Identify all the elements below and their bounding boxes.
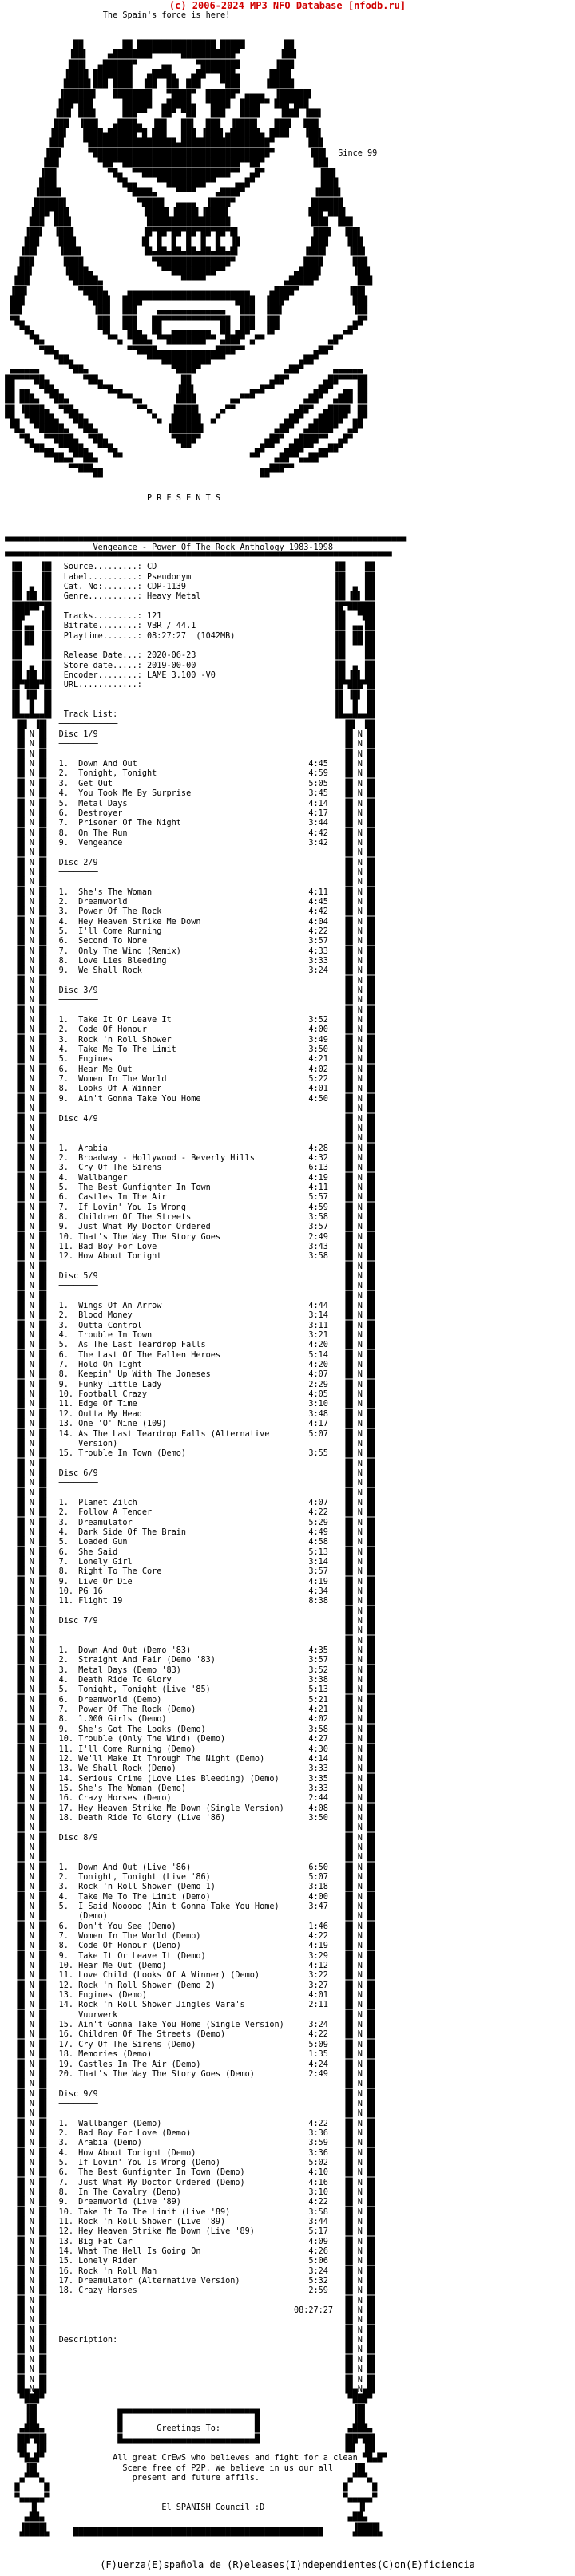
nfo-line: ██▀▀▀▀██▄ ▀██▄ ██ ▄██▀ ▄██▀▀▀▀██ bbox=[0, 375, 368, 385]
nfo-line: ██ ██ ████████████████ █████ ██ bbox=[0, 41, 295, 50]
nfo-line: P R E S E N T S bbox=[0, 493, 221, 503]
nfo-line: ▐█ N █▌ 2. Broadway - Hollywood - Beverly Hills 4:32 ▐█ N █▌ bbox=[0, 1153, 378, 1163]
nfo-line: ▐█▌ ▄▄▄▄▄▄▄▄▄▄▄▄▄▄▄▄▄▄▄▄▄▄▄▄▄▄▄▄▄ ▐█▌ bbox=[0, 2404, 368, 2414]
nfo-line: ▐█ N █▌ 3. Cry Of The Sirens 6:13 ▐█ N █▌ bbox=[0, 1164, 378, 1173]
nfo-line: ▐█ N █▌ 2. Tonight, Tonight 4:59 ▐█ N █▌ bbox=[0, 769, 378, 779]
nfo-line: ▐█ N █▌ ▐█ N █▌ bbox=[0, 1006, 378, 1015]
nfo-line: ▀██▄ ▀▀▀██████████▀▀▀ ▄██▀ bbox=[0, 356, 319, 365]
nfo-line: ███▌ ▀█▄▄ ▀▀████████▀▀ ▄▄█▀ ▐███ bbox=[0, 178, 339, 188]
nfo-line: ▐█ N █▌ 4. Death Ride To Glory 3:38 ▐█ N █▌ bbox=[0, 1676, 378, 1685]
nfo-line: ▐█ N █▌ 1. Arabia 4:28 ▐█ N █▌ bbox=[0, 1144, 378, 1153]
nfo-line: ▐█ N █▌ 13. Engines (Demo) 4:01 ▐█ N █▌ bbox=[0, 1991, 378, 2001]
nfo-line: ▐█ N █▌ 7. Hold On Tight 4:20 ▐█ N █▌ bbox=[0, 1361, 378, 1370]
nfo-line: ▐██▌ ▀█▄ ▀▀██████████████████▀▀ ▄█▀ ▐██▌ bbox=[0, 168, 339, 178]
nfo-line: ▐█ N █▌ 14. As The Last Teardrop Falls (Alternative 5:07 ▐█ N █▌ bbox=[0, 1429, 378, 1439]
nfo-line: ▐█▌ ▄ ▐█▌ Store date.....: 2019-00-00 ▐█▌ ▄ ▐█▌ bbox=[0, 661, 378, 670]
nfo-line: ▐█ N █▌ ──────── ▐█ N █▌ bbox=[0, 1479, 378, 1488]
nfo-line: ▐█▌▐█▌▐█▌ Encoder........: LAME 3.100 -V0 ▐█▌▐█▌▐█▌ bbox=[0, 671, 378, 681]
nfo-line: ██ ▐████▄ ▀██▄ ▀▀▄ ▐████▌ ▄▀▀ ▄██▀ ▄████▌ ██ bbox=[0, 405, 368, 414]
nfo-line: ▐█ N █▌ 18. Death Ride To Glory (Live '86) 3:50 ▐█ N █▌ bbox=[0, 1813, 378, 1823]
nfo-line: ▐██▌ ▀████▄ ▄▄▄▄▄▄▄▄▄▄▄▄▄▄▄▄▄▄▄▄▄▄▄▄▄ ▄████▀ ▐██▌ bbox=[0, 286, 368, 296]
nfo-line: ▐█ N █▌ 10. PG 16 4:34 ▐█ N █▌ bbox=[0, 1587, 378, 1596]
nfo-line: ▐█ N █▌ 12. Hey Heaven Strike Me Down (Live '89) 5:17 ▐█ N █▌ bbox=[0, 2227, 378, 2237]
nfo-line: ▐█ N █▌ 6. Second To None 3:57 ▐█ N █▌ bbox=[0, 937, 378, 946]
nfo-line: ▐█ N █▌ Disc 2/9 ▐█ N █▌ bbox=[0, 858, 378, 867]
nfo-line: ▐█ N █▌ Disc 3/9 ▐█ N █▌ bbox=[0, 986, 378, 996]
nfo-line: ▐█ N █▌ 9. Just What My Doctor Ordered 3:57 ▐█ N █▌ bbox=[0, 1223, 378, 1232]
nfo-line: Vengeance - Power Of The Rock Anthology 1983-1998 bbox=[0, 543, 334, 552]
nfo-line: ▐█ N █▌ 10. Hear Me Out (Demo) 4:12 ▐█ N █▌ bbox=[0, 1962, 378, 1971]
nfo-line: ▐█ N █▌ 10. Trouble (Only The Wind) (Demo) 4:27 ▐█ N █▌ bbox=[0, 1735, 378, 1744]
nfo-line: ▐████▌ ▄▄▄▄▄▄▄▄▄▄▄▄▄▄▄▄▄▄▄▄▄▄▄▄▄▄▄▄▄▄▄▄▄▄▄▄▄▄▄▄▄▄▄▄▄▄▄▄▄▄▄ ▐████▌ bbox=[0, 2523, 383, 2532]
nfo-line: ▐█ N █▌ 8. Looks Of A Winner 4:01 ▐█ N █▌ bbox=[0, 1085, 378, 1094]
nfo-line: ▐█ N █▌ 17. Dreamulator (Alternative Version) 5:32 ▐█ N █▌ bbox=[0, 2277, 378, 2286]
nfo-line: ▐█ N █▌ 15. Lonely Rider 5:06 ▐█ N █▌ bbox=[0, 2257, 378, 2266]
nfo-line: ▐█ N █▌ 19. Castles In The Air (Demo) 4:24 ▐█ N █▌ bbox=[0, 2060, 378, 2069]
nfo-line: ▐█ N █▌ ▐█ N █▌ bbox=[0, 2355, 378, 2365]
nfo-line: ▐█ N █▌ 16. Crazy Horses (Demo) 2:44 ▐█ N █▌ bbox=[0, 1794, 378, 1804]
nfo-line: ▐█ N █▌ 8. 1.000 Girls (Demo) 4:02 ▐█ N █▌ bbox=[0, 1715, 378, 1725]
nfo-line: ▐██▌ ████▄██████▀█ ███ ███ ▐███▌▄██████▄ ████ ▐██▌ bbox=[0, 129, 323, 139]
nfo-line: ▄███▄ █ Greetings To: █ ▄███▄ bbox=[0, 2424, 373, 2434]
nfo-line: ▀▀▀▀▀▀ ▀▀▀▀▀▀▀▀▀▀▀▀▀▀▀▀▀▀▀▀▀▀▀▀▀▀▀▀▀▀▀▀▀▀▀▀▀▀▀▀▀▀▀▀▀▀▀▀▀▀▀ ▀▀▀▀▀▀ bbox=[0, 2533, 383, 2542]
nfo-line: ▐█ N █▌ 3. Power Of The Rock 4:42 ▐█ N █▌ bbox=[0, 907, 378, 917]
nfo-line: ▐█ N █▌ 20. That's The Way The Story Goes (Demo) 2:49 ▐█ N █▌ bbox=[0, 2069, 378, 2079]
nfo-line: ▐█ N █▌ 2. Tonight, Tonight (Live '86) 5:07 ▐█ N █▌ bbox=[0, 1872, 378, 1882]
nfo-line: ▐█▌ ▐█▌ Label..........: Pseudonym ▐█▌ ▐█▌ bbox=[0, 572, 378, 582]
nfo-line: ███ ▀█████▄ ▀▀▀▀▀ ▄█████▀ ███ bbox=[0, 277, 373, 286]
nfo-line: ▐█ N █▌ ▐█ N █▌ bbox=[0, 1104, 378, 1114]
nfo-line: ▐█ N █▌ 5. Loaded Gun 4:58 ▐█ N █▌ bbox=[0, 1538, 378, 1547]
nfo-line: ▐█ N █▌ 9. Vengeance 3:42 ▐█ N █▌ bbox=[0, 838, 378, 847]
nfo-line: ▄▀▀▀▄ present and future affils. ▄▀▀▀▄ bbox=[0, 2473, 373, 2483]
nfo-line: ▐█ N █▌ 14. Rock 'n Roll Shower Jingles Vara's 2:11 ▐█ N █▌ bbox=[0, 2001, 378, 2010]
nfo-line: ▐█ N █▌ 7. Only The Wind (Remix) 4:33 ▐█ N █▌ bbox=[0, 946, 378, 956]
nfo-line: ███ ▀███▌ ████▀▀▀▀▀▀▀▀▀▀▀▀▀▀▀▀▀▀▀████ ▐███▀ ███ bbox=[0, 296, 368, 306]
nfo-line: ▐█ N █▌ 8. In The Cavalry (Demo) 3:10 ▐█ N █▌ bbox=[0, 2187, 378, 2197]
nfo-line: ▐█ N █▌ ▐█ N █▌ bbox=[0, 1636, 378, 1646]
group-footer: (F)uerza(E)spañola de (R)eleases(I)ndependientes(C)on(E)ficiencia bbox=[100, 2559, 475, 2570]
nfo-line: ▐█ █ █▌ ▐█ █ █▌ bbox=[0, 701, 378, 710]
nfo-line: ▐█ N █▌ 1. Down And Out 4:45 ▐█ N █▌ bbox=[0, 760, 378, 769]
nfo-line: ▐█ N █▌ ▐█ N █▌ bbox=[0, 2345, 378, 2355]
nfo-line: ▐█ N █▌ 6. The Best Gunfighter In Town (Demo) 4:10 ▐█ N █▌ bbox=[0, 2168, 378, 2178]
nfo-line: ▄▄▄▄▄▄▄▄▄▄▄▄▄▄▄▄▄▄▄▄▄▄▄▄▄▄▄▄▄▄▄▄▄▄▄▄▄▄▄▄▄▄▄▄▄▄▄▄▄▄▄▄▄▄▄▄▄▄▄▄▄▄▄▄▄▄▄▄▄▄▄▄▄▄▄▄▄▄▄▄▄▄ bbox=[0, 533, 407, 543]
nfo-line: ██ ███▄ ▀██▄ ▀▀▀▄▄ ████ ▄▄▀▀▀ ▄██▀ ▄███ ██ bbox=[0, 395, 368, 405]
nfo-line: ▐█ N █▌ 2. Follow A Tender 4:22 ▐█ N █▌ bbox=[0, 1508, 378, 1518]
nfo-line: ▐█ N █▌ 9. We Shall Rock 3:24 ▐█ N █▌ bbox=[0, 966, 378, 976]
nfo-line: ▐█ N █▌ 5. Engines 4:21 ▐█ N █▌ bbox=[0, 1055, 378, 1065]
nfo-line: ▐█ N █▌ 4. How About Tonight (Demo) 3:36 ▐█ N █▌ bbox=[0, 2148, 378, 2158]
nfo-line: ▐█ N █▌ 8. Love Lies Bleeding 3:33 ▐█ N █▌ bbox=[0, 957, 378, 966]
nfo-line: ▐█ N █▌ 4. You Took Me By Surprise 3:45 ▐█ N █▌ bbox=[0, 789, 378, 799]
nfo-line: ▐█ N █▌ 11. Bad Boy For Love 3:43 ▐█ N █▌ bbox=[0, 1242, 378, 1251]
nfo-line: ▐█ N █▌ 3. Dreamulator 5:29 ▐█ N █▌ bbox=[0, 1518, 378, 1527]
nfo-line: ▐█ N █▌ 5. I Said Nooooo (Ain't Gonna Take You Home) 3:47 ▐█ N █▌ bbox=[0, 1902, 378, 1911]
nfo-line: ▐█ N █▌ 2. Bad Boy For Love (Demo) 3:36 ▐█ N █▌ bbox=[0, 2128, 378, 2138]
nfo-line: ▐██▀██▌ █▄▄▄▄▄▄▄▄▄▄▄▄▄▄▄▄▄▄▄▄▄▄▄▄▄▄▄█ ▐██▀██▌ bbox=[0, 2434, 378, 2444]
nfo-line: ██████▌ ▀████▌ ▄▄▄▄ ▐████▀ ▐██████ bbox=[0, 198, 343, 207]
nfo-line: ▐█ N █▌ 1. Wings Of An Arrow 4:44 ▐█ N █▌ bbox=[0, 1302, 378, 1311]
nfo-line: ▀▀██▄▄▀▀██▄ ▀▀ ▀▀ ▄██▀▀▄▄██▀▀ bbox=[0, 454, 328, 464]
nfo-line: ▐█ N █▌ Disc 4/9 ▐█ N █▌ bbox=[0, 1114, 378, 1124]
nfo-line: ██ ▄▄ ▀██▄ ▀▀█▄▄ ▐██▌ ▄▄█▀▀ ▄██▀ ▄▄ ██ bbox=[0, 385, 368, 395]
nfo-line: ▐█ N █▌ ▐█ N █▌ bbox=[0, 2296, 378, 2305]
nfo-line: ▐█ N █▌ 18. Memories (Demo) 1:35 ▐█ N █▌ bbox=[0, 2050, 378, 2060]
nfo-line: ▐█ N █▌ ▐█ N █▌ bbox=[0, 2365, 378, 2375]
nfo-line: ▐█▌ ▄ ▐█▌ Cat. No:.......: CDP-1139 ▐█▌ ▄ ▐█▌ bbox=[0, 582, 378, 591]
nfo-line: ▐█ N █▌ 8. Right To The Core 3:57 ▐█ N █▌ bbox=[0, 1567, 378, 1577]
nfo-line: ▐█ N █▌ Version) ▐█ N █▌ bbox=[0, 1439, 378, 1448]
nfo-line: ▀█▄ ▀▀▄ ▀███▄ ▀▀████████▀▀ ▄███▀ ▄▀▀ ▄█▀ bbox=[0, 336, 343, 346]
nfo-line: ███ ███▌ █▌ █ █ █ █ █ ▐█ ▐███ ███ bbox=[0, 237, 363, 247]
nfo-line: ▐█ N █▌ 12. Outta My Head 3:48 ▐█ N █▌ bbox=[0, 1409, 378, 1419]
nfo-line: ▐█ N █▌ Disc 8/9 ▐█ N █▌ bbox=[0, 1833, 378, 1843]
nfo-line: ▐█ N █▌ 10. Football Crazy 4:05 ▐█ N █▌ bbox=[0, 1390, 378, 1400]
nfo-line: ▐█ N █▌ ▐█ N █▌ bbox=[0, 1823, 378, 1833]
nfo-line: ▐█ N █▌ 5. Tonight, Tonight (Live '85) 5:13 ▐█ N █▌ bbox=[0, 1685, 378, 1695]
nfo-line: ▐█ N █▌ ▐█ N █▌ bbox=[0, 2080, 378, 2089]
nfo-line: ▐█ N █▌ 7. Just What My Doctor Ordered (Demo) 4:16 ▐█ N █▌ bbox=[0, 2178, 378, 2187]
nfo-line: ▐██████▌ ████████ ▀████▀ ██████▀ ▄▄▄▄ ▐██████▌ bbox=[0, 89, 314, 99]
nfo-line: ▐██▌ ▐███▌ ▐█▄██▄██▄██▄██▄██▄█▌ ▐███▌ ▐██▌ bbox=[0, 247, 368, 257]
nfo-line: ▐█▌ ▐█▌ Release Date...: 2020-06-23 ▐█▌ ▐█▌ bbox=[0, 651, 378, 661]
nfo-line: ▐█ N █▌ 5. I'll Come Running 4:22 ▐█ N █▌ bbox=[0, 926, 378, 936]
nfo-line: ▐█ N █▌ 6. The Last Of The Fallen Heroes 5:14 ▐█ N █▌ bbox=[0, 1350, 378, 1360]
nfo-line: ▐█ N █▌ 17. Hey Heaven Strike Me Down (Single Version) 4:08 ▐█ N █▌ bbox=[0, 1804, 378, 1813]
nfo-line: ▐█ N █▌ 4. Dark Side Of The Brain 4:49 ▐█ N █▌ bbox=[0, 1527, 378, 1537]
nfo-line: ▐█ N █▌ 14. What The Hell Is Going On 4:26 ▐█ N █▌ bbox=[0, 2247, 378, 2257]
nfo-line: ▐█ N █▌ ──────── ▐█ N █▌ bbox=[0, 867, 378, 877]
nfo-line: ▐█▌ ▐█▌ Source.........: CD ▐█▌ ▐█▌ bbox=[0, 563, 378, 572]
nfo-line: ▐█ N █▌ 4. Hey Heaven Strike Me Down 4:04 ▐█ N █▌ bbox=[0, 917, 378, 926]
nfo-line: ▐█ N █▌ Description: ▐█ N █▌ bbox=[0, 2336, 378, 2345]
nfo-line: ▐█▌ █ █ ▐█▌ bbox=[0, 2414, 368, 2424]
nfo-line: ▐█ N █▌ 2. Dreamworld 4:45 ▐█ N █▌ bbox=[0, 897, 378, 907]
nfo-line: ▀▀ ▀▀ bbox=[0, 474, 270, 484]
nfo-line: ▐█ N █▌ 15. She's The Woman (Demo) 3:33 ▐█ N █▌ bbox=[0, 1784, 378, 1793]
nfo-line: ▄██▄ ▄██▄ bbox=[0, 2513, 368, 2523]
nfo-line: ▐█▌▀▀ ▐█▌ ▐█▌ ▀▀▐█▌ bbox=[0, 642, 378, 650]
nfo-line: ▐█▌ ▐█▌ ▐█▌ ▐█▌ bbox=[0, 2444, 378, 2453]
nfo-line: ▐█ N █▌ 3. Rock 'n Roll Shower 3:49 ▐█ N █▌ bbox=[0, 1035, 378, 1045]
nfo-line: ███ ████ ▀███████████████▀ ████ ███ bbox=[0, 257, 368, 267]
nfo-line: ███ ▀██████████████████▄██████████████████▀ ███ bbox=[0, 139, 323, 148]
nfo-line: ▐█ N █▌ ▐█ N █▌ bbox=[0, 878, 378, 887]
nfo-line: ▐█ N █▌ 12. Rock 'n Roll Shower (Demo 2) 3:27 ▐█ N █▌ bbox=[0, 1981, 378, 1990]
nfo-line: ▐█ N █▌ Disc 9/9 ▐█ N █▌ bbox=[0, 2089, 378, 2099]
nfo-line: █████▌███ ████ ▐██ ██▌ ███ ▀███ ▐█████ bbox=[0, 80, 295, 89]
nfo-line: ▐█ N █▌ 8. On The Run 4:42 ▐█ N █▌ bbox=[0, 828, 378, 838]
nfo-line: ▐█ N █▌ 1. She's The Woman 4:11 ▐█ N █▌ bbox=[0, 887, 378, 897]
nfo-line: ▐█ N █▌ Disc 7/9 ▐█ N █▌ bbox=[0, 1617, 378, 1626]
nfo-line: ▐█ N █▌ 11. Flight 19 8:38 ▐█ N █▌ bbox=[0, 1597, 378, 1606]
nfo-line: ▐█ N █▌ 4. Take Me To The Limit 3:50 ▐█ N █▌ bbox=[0, 1045, 378, 1055]
nfo-line: ▐█ N █▌ 2. Code Of Honour 4:00 ▐█ N █▌ bbox=[0, 1025, 378, 1035]
nfo-line: ▐█ N █▌ 11. Rock 'n Roll Shower (Live '89) 3:44 ▐█ N █▌ bbox=[0, 2218, 378, 2226]
nfo-line: ▀▀███▄▄ ▄▄███▀▀ bbox=[0, 464, 295, 473]
nfo-line: ▐██▌ ███▌ ███▀▀ ██▀ ▀██ ███ ████ ▐███ ▐██▌ bbox=[0, 109, 323, 119]
nfo-line: ▐█ N █▌ ──────── ▐█ N █▌ bbox=[0, 1282, 378, 1291]
nfo-line: ▐█ N █▌ 9. Ain't Gonna Take You Home 4:50 ▐█ N █▌ bbox=[0, 1094, 378, 1104]
nfo-line: ▐█ N █▌ 1. Down And Out (Live '86) 6:50 ▐█ N █▌ bbox=[0, 1863, 378, 1872]
nfo-line: ▐█ N █▌ 12. We'll Make It Through The Night (Demo) 4:14 ▐█ N █▌ bbox=[0, 1754, 378, 1764]
nfo-line: ▐█ N █▌ 3. Outta Control 3:11 ▐█ N █▌ bbox=[0, 1321, 378, 1330]
nfo-line: ▐█▌██ ▐█▌ Playtime.......: 08:27:27 (1042MB) ▐█▌ ██▐█▌ bbox=[0, 631, 378, 641]
nfo-line: ▐█▌ ▐█▌ ════════════ ▐█▌ ▐█▌ bbox=[0, 720, 378, 729]
nfo-line: ███ ███▌ █████████████████ ▐███ ███ bbox=[0, 218, 353, 227]
nfo-line: ▐█▄▄█▄▄█▌ Track List: ▐█▄▄█▄▄█▌ bbox=[0, 710, 378, 720]
nfo-line: ▐████▌ ▀████▄ ▀▀▀▀ ▄████▀ ▐████▌ bbox=[0, 188, 343, 198]
nfo-line: ▐███▀███ ▐████▌▐████▌▐████▌ ███▀███▌ bbox=[0, 207, 348, 217]
nfo-line: ▐█ N █▌ 11. Edge Of Time 3:10 ▐█ N █▌ bbox=[0, 1400, 378, 1409]
nfo-line: ▀█▄█▀ All great CrEwS who believes and fight for a clean ▀█▄█▀ bbox=[0, 2454, 387, 2463]
nfo-line: ▐█ N █▌ 7. Women In The World 5:22 ▐█ N █▌ bbox=[0, 1075, 378, 1085]
nfo-line: ▐█ N █▌ ▐█ N █▌ bbox=[0, 1459, 378, 1468]
nfo-line: ▐█▌▐█▌▐█▌ Genre..........: Heavy Metal ▐█▌▐█▌▐█▌ bbox=[0, 592, 378, 602]
nfo-line: ▐█ N █▌ 11. Love Child (Looks Of A Winner) (Demo) 3:22 ▐█ N █▌ bbox=[0, 1971, 378, 1981]
nfo-line: ▐█ N █▌ 3. Arabia (Demo) 3:59 ▐█ N █▌ bbox=[0, 2139, 378, 2148]
nfo-line: ▐█ N █▌ 13. Big Fat Car 4:09 ▐█ N █▌ bbox=[0, 2237, 378, 2246]
nfo-line: ▐█ N █▌ 7. Lonely Girl 3:14 ▐█ N █▌ bbox=[0, 1557, 378, 1567]
nfo-line: ▐█ N █▌ 16. Rock 'n Roll Man 3:24 ▐█ N █▌ bbox=[0, 2266, 378, 2276]
nfo-line: ▐█ N █▌ 6. She Said 5:13 ▐█ N █▌ bbox=[0, 1547, 378, 1557]
nfo-line: ▐█▀███▀█▌ URL............: ▐█▀███▀█▌ bbox=[0, 681, 378, 690]
nfo-line: ▐█ N █▌ Disc 1/9 ▐█ N █▌ bbox=[0, 730, 378, 740]
nfo-line: ▐█ N █▌ 6. Hear Me Out 4:02 ▐█ N █▌ bbox=[0, 1065, 378, 1074]
nfo-line: ▐█ N █▌ ▐█ N █▌ bbox=[0, 2325, 378, 2335]
nfo-body bbox=[0, 11, 575, 2558]
nfo-line: ▐█ N █▌ 10. That's The Way The Story Goes 2:49 ▐█ N █▌ bbox=[0, 1232, 378, 1242]
nfo-line: ▐█ N █▌ 9. Take It Or Leave It (Demo) 3:29 ▐█ N █▌ bbox=[0, 1951, 378, 1961]
nfo-line: ▐█ N █▌ 16. Children Of The Streets (Demo) 4:22 ▐█ N █▌ bbox=[0, 2030, 378, 2040]
nfo-line: ▐██▀ ▐█▌ Tracks.........: 121 ▐█▌ ▀██▌ bbox=[0, 611, 378, 621]
nfo-line: █ █ █ █ bbox=[0, 2483, 378, 2493]
nfo-line: ▐█ N █▌ 11. I'll Come Running (Demo) 4:30 ▐█ N █▌ bbox=[0, 1744, 378, 1754]
nfo-line: ▀▄▄▄▄▄▀ ▀▄▄▄▄▄▀ bbox=[0, 2493, 378, 2503]
nfo-line: The Spain's force is here! bbox=[0, 11, 231, 20]
nfo-line: ▐█ N █▌ ──────── ▐█ N █▌ bbox=[0, 996, 378, 1006]
nfo-line: ▐█ N █▌ 4. Wallbanger 4:19 ▐█ N █▌ bbox=[0, 1173, 378, 1183]
nfo-line: ▐█ N █▌ ▐█ N █▌ bbox=[0, 2375, 378, 2384]
nfo-line: ▐█ N █▌ 6. Dreamworld (Demo) 5:21 ▐█ N █▌ bbox=[0, 1695, 378, 1705]
nfo-line: ▐█ N █▌ 2. Straight And Fair (Demo '83) 3:57 ▐█ N █▌ bbox=[0, 1656, 378, 1665]
nfo-line: ███▌ ▄██████▀ ▄▄ ▀████████ ▐███ bbox=[0, 60, 295, 69]
nfo-line: ▐█ N █▌ 8. Keepin' Up With The Joneses 4:07 ▐█ N █▌ bbox=[0, 1370, 378, 1380]
nfo-line: ▐█ N █▌ 4. Take Me To The Limit (Demo) 4:00 ▐█ N █▌ bbox=[0, 1892, 378, 1902]
nfo-line: ▐█ N █▌ 10. Take It To The Limit (Live '89) 3:58 ▐█ N █▌ bbox=[0, 2207, 378, 2217]
nfo-line: ▐█ N █▌ ▐█ N █▌ bbox=[0, 1291, 378, 1301]
nfo-line: ▐█ N █▌ 7. Women In The World (Demo) 4:22 ▐█ N █▌ bbox=[0, 1932, 378, 1942]
nfo-line: ▐█ N █▌ 15. Ain't Gonna Take You Home (Single Version) 3:24 ▐█ N █▌ bbox=[0, 2021, 378, 2030]
nfo-line: ▐██▌ ▐███ ▐█▀██▀██▀██▀██▀██▀█▌ ███▌ ▐██▌ bbox=[0, 227, 363, 237]
nfo-line: ▐█ N █▌ 9. Live Or Die 4:19 ▐█ N █▌ bbox=[0, 1577, 378, 1586]
nfo-line: ▀█▄ ▀█████▄ ▀██▄ ▀▄ ██████ ▄▀ ▄██▀ ▄█████▀ ▄█▀ bbox=[0, 415, 368, 425]
nfo-line: ▐█ N █▌ 5. The Best Gunfighter In Town 4:11 ▐█ N █▌ bbox=[0, 1183, 378, 1192]
nfo-line: ██▌ ▐██▌ ███ ▄▄▄▄▄▄▄▄▄▄▄▄▄▄ ███ ▐██▌ ▐██ bbox=[0, 306, 368, 316]
nfo-line: ▐█ N █▌ 5. As The Last Teardrop Falls 4:20 ▐█ N █▌ bbox=[0, 1341, 378, 1350]
nfo-line: ▐█ N █▌ (Demo) ▐█ N █▌ bbox=[0, 1912, 378, 1922]
nfo-line: ▐█ N █▌ Disc 5/9 ▐█ N █▌ bbox=[0, 1272, 378, 1281]
nfo-line: ▐█ N █▌ 3. Metal Days (Demo '83) 3:52 ▐█ N █▌ bbox=[0, 1665, 378, 1675]
nfo-line: ▀██▄▄ ▀▀███▄ ▀▀█▄ ▀▀ ▄█▀▀ ▄███▀▀ ▄▄██▀ bbox=[0, 444, 343, 454]
nfo-line: ▐█ N █▌ 9. She's Got The Looks (Demo) 3:58 ▐█ N █▌ bbox=[0, 1725, 378, 1734]
nfo-line: ▐█ N █▌ 1. Down And Out (Demo '83) 4:35 ▐█ N █▌ bbox=[0, 1646, 378, 1656]
nfo-line: ▐█ N █▌ ──────── ▐█ N █▌ bbox=[0, 2099, 378, 2108]
nfo-line: ▐█ N █▌ 8. Code Of Honour (Demo) 4:19 ▐█ N █▌ bbox=[0, 1942, 378, 1951]
nfo-line: ▐█ N █▌ 9. Dreamworld (Live '89) 4:22 ▐█ N █▌ bbox=[0, 2198, 378, 2207]
nfo-line: ▐█ N █▌ 6. Destroyer 4:17 ▐█ N █▌ bbox=[0, 808, 378, 818]
nfo-line: ▐█ N █▌ ▐█ N █▌ bbox=[0, 1488, 378, 1498]
nfo-line: ▀█▄ ██▌ ███ ██▀▀▀▀▀▀▀▀▀▀▀▀██ ███ ▐██ ▄█▀ bbox=[0, 316, 368, 326]
nfo-line: ▐█ N █▌ 7. Power Of The Rock (Demo) 4:21 ▐█ N █▌ bbox=[0, 1705, 378, 1715]
nfo-line: ███▀███ ██████ ▄█████▄ ▀████ ████▀▀ ███▀███ bbox=[0, 100, 309, 109]
nfo-line: ▐█ N █▌ ──────── ▐█ N █▌ bbox=[0, 1626, 378, 1636]
nfo-line: ▐████ ████████ ▄████▄ ▄██▀▀▀███▄ ████▌ bbox=[0, 70, 295, 80]
nfo-line: ▀▀▀▀▀▀▀▀▀▀▀▀▀▀▀▀▀▀▀▀▀▀▀▀▀▀▀▀▀▀▀▀▀▀▀▀▀▀▀▀▀▀▀▀▀▀▀▀▀▀▀▀▀▀▀▀▀▀▀▀▀▀▀▀▀▀▀▀▀▀▀▀▀▀▀▀▀▀▀ bbox=[0, 552, 392, 562]
nfo-line: ▐▌ El SPANISH Council :D ▐▌ bbox=[0, 2503, 368, 2512]
nfo-line: ▐█ N █▌ 2. Blood Money 3:14 ▐█ N █▌ bbox=[0, 1311, 378, 1321]
nfo-line: ▐██▌ ▄████████▀▀▀▀▀▀███████████▀ ▐██▌ bbox=[0, 50, 299, 60]
nfo-line: ▐█ N █▌ 7. If Lovin' You Is Wrong 4:59 ▐█ N █▌ bbox=[0, 1203, 378, 1212]
nfo-line: ▀███▀ ▀███▀ bbox=[0, 2395, 373, 2404]
nfo-line: ▄▄▄▄▄▄ ▀██▄ ▀████▀ ▄██▀ ▄▄▄▄▄▄ bbox=[0, 365, 363, 375]
nfo-line: ███ ▐███ ▄████▄ ▐██ ██▌ ███ ▐████▌ ███▌ ███ bbox=[0, 119, 319, 128]
nfo-line: ▐█ N █▌ 3. Get Out 5:05 ▐█ N █▌ bbox=[0, 779, 378, 788]
nfo-line: ▐█ N █▌ 6. Castles In The Air 5:57 ▐█ N █▌ bbox=[0, 1193, 378, 1203]
nfo-line: ▐█ N █▌ 13. One 'O' Nine (109) 4:17 ▐█ N █▌ bbox=[0, 1420, 378, 1429]
nfo-line: ▀█▄ ▀█████▄ ▀██▄ ▐██████▌ ▄██▀ ▄█████▀ ▄█▀ bbox=[0, 425, 363, 434]
nfo-line: ▐██▌ ▐████▄ ▀▀█████████▀▀ ▄████▌ ▐██▌ bbox=[0, 267, 373, 276]
nfo-line: ▐█████▀█▌ ▐█▀█████▌ bbox=[0, 602, 378, 611]
nfo-line: ▐█▌ Scene free of P2P. We believe in us our all ▐█▌ bbox=[0, 2463, 368, 2473]
nfo-line: ▐█ N █▌ 5. If Lovin' You Is Wrong (Demo) 5:02 ▐█ N █▌ bbox=[0, 2158, 378, 2167]
nfo-line: ▐█ N █▌ ▐█ N █▌ bbox=[0, 1134, 378, 1144]
nfo-line: ███ ▀██▀▀████████████████████████▀▀██▀ ███ bbox=[0, 159, 328, 168]
nfo-line: ▐█ N █▌ 3. Rock 'n Roll Shower (Demo 1) 3:18 ▐█ N █▌ bbox=[0, 1883, 378, 1892]
nfo-line: ▐█ N █▌ ▐█ N █▌ bbox=[0, 749, 378, 759]
nfo-line: ▐█ N █▌ 8. Children Of The Streets 3:58 ▐█ N █▌ bbox=[0, 1212, 378, 1222]
nfo-line: ▐█ N █▌ 1. Take It Or Leave It 3:52 ▐█ N █▌ bbox=[0, 1016, 378, 1025]
nfo-line: ▐██▌ ▀████████████████████████████████████▀ ▐██▌ Since 99 bbox=[0, 148, 378, 158]
nfo-line: ▀██▄ ▀▀████▄▄▄▄▄▄▄▄▄▄▄▄████▀▀ ▄██▀ bbox=[0, 346, 334, 355]
nfo-line: ▐█ N █▌ 14. Serious Crime (Love Lies Bleeding) (Demo) 3:35 ▐█ N █▌ bbox=[0, 1774, 378, 1784]
nfo-line: ▐█ N █▌ ──────── ▐█ N █▌ bbox=[0, 740, 378, 749]
nfo-line: ▐█ N █▌ 1. Wallbanger (Demo) 4:22 ▐█ N █▌ bbox=[0, 2119, 378, 2128]
nfo-line: ▐█ N █▌ ──────── ▐█ N █▌ bbox=[0, 1124, 378, 1133]
nfo-line: ▐█ N █▌ 6. Don't You See (Demo) 1:46 ▐█ N █▌ bbox=[0, 1922, 378, 1931]
nfo-line: ▐█ N █▌ 1. Planet Zilch 4:07 ▐█ N █▌ bbox=[0, 1498, 378, 1507]
nfo-line: ▐█ N █▌ 18. Crazy Horses 2:59 ▐█ N █▌ bbox=[0, 2286, 378, 2296]
nfo-line: ▐█ N █▌ ▐█ N █▌ bbox=[0, 1606, 378, 1616]
nfo-line: ▐█▌▄▄ ▐█▌ Bitrate........: VBR / 44.1 ▐█▌ ▄▄▐█▌ bbox=[0, 622, 378, 631]
nfo-line: ▐█ N █▌ Vuurwerk ▐█ N █▌ bbox=[0, 2010, 378, 2020]
nfo-line: ▐█ N █▌ ▐█ N █▌ bbox=[0, 2109, 378, 2119]
nfo-line: ▐█ N █▌ 12. How About Tonight 3:58 ▐█ N █▌ bbox=[0, 1252, 378, 1262]
nfo-line: ▀█▄ ▀▀████▄ ▀██▄ ▀████▀ ▄██▀ ▄████▀▀ ▄█▀ bbox=[0, 434, 353, 444]
nfo-line: ▐█ N █▌ 4. Trouble In Town 3:21 ▐█ N █▌ bbox=[0, 1331, 378, 1341]
nfo-line: ▐█▄N▄█▌ ▐█▄N▄█▌ bbox=[0, 2384, 378, 2394]
nfo-line: ▐█ N █▌ ▐█ N █▌ bbox=[0, 2316, 378, 2325]
nfo-line: ▐█ N █▌ 08:27:27 ▐█ N █▌ bbox=[0, 2306, 378, 2316]
nfo-line: ▐█ N █▌ Disc 6/9 ▐█ N █▌ bbox=[0, 1468, 378, 1478]
nfo-line: ▐█ N █▌ ▐█ N █▌ bbox=[0, 1262, 378, 1271]
copyright-header: (c) 2006-2024 MP3 NFO Database [nfodb.ru] bbox=[169, 0, 406, 11]
nfo-line: ▐█ N █▌ ▐█ N █▌ bbox=[0, 976, 378, 986]
nfo-line: ▐█ N █▌ 17. Cry Of The Sirens (Demo) 5:09 ▐█ N █▌ bbox=[0, 2040, 378, 2049]
nfo-line: ▐█ N █▌ 9. Funky Little Lady 2:29 ▐█ N █▌ bbox=[0, 1380, 378, 1389]
nfo-line: ▐█ N █▌ 15. Trouble In Town (Demo) 3:55 ▐█ N █▌ bbox=[0, 1449, 378, 1459]
nfo-line: ▐█ N █▌ 13. We Shall Rock (Demo) 3:33 ▐█ N █▌ bbox=[0, 1764, 378, 1774]
nfo-line: ▐█ N █▌ ▐█ N █▌ bbox=[0, 1853, 378, 1863]
nfo-line: ▐█ ▐█▌ █▌ ▐█ ▐█▌ █▌ bbox=[0, 690, 378, 700]
nfo-line: ▐█ N █▌ 5. Metal Days 4:14 ▐█ N █▌ bbox=[0, 799, 378, 808]
nfo-line: ▐█ N █▌ 7. Prisoner Of The Night 3:44 ▐█ N █▌ bbox=[0, 819, 378, 828]
nfo-line: ▐█ N █▌ ▐█ N █▌ bbox=[0, 848, 378, 858]
nfo-line: ▀█▄ ▀█▌ ▀██▄ ██ ▄▄▄▄▄▄▄▄ ██ ▄██▀ ▐█▀ ▄█▀ bbox=[0, 326, 358, 335]
nfo-line: ▐█ N █▌ ──────── ▐█ N █▌ bbox=[0, 1843, 378, 1852]
